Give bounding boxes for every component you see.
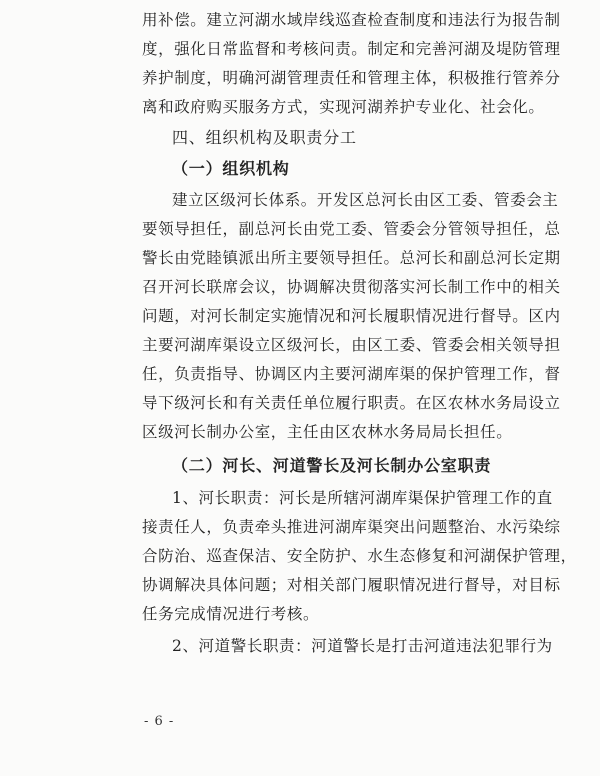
- text-line: 区级河长制办公室，主任由区农林水务局局长担任。: [142, 423, 513, 441]
- text-line: 养护制度，明确河湖管理责任和管理主体，积极推行管养分: [142, 69, 561, 87]
- text-line: 建立区级河长体系。开发区总河长由区工委、管委会主: [172, 191, 559, 209]
- subsection-heading-duties: （二）河长、河道警长及河长制办公室职责: [172, 456, 492, 475]
- text-line: 要领导担任，副总河长由党工委、管委会分管领导担任，总: [142, 220, 561, 238]
- text-line: 召开河长联席会议，协调解决贯彻落实河长制工作中的相关: [142, 278, 561, 296]
- text-line: 2、河道警长职责：河道警长是打击河道违法犯罪行为: [172, 637, 553, 655]
- page-number: - 6 -: [144, 714, 175, 729]
- text-line: 警长由党睦镇派出所主要领导担任。总河长和副总河长定期: [142, 249, 561, 267]
- paragraph-duty-river-chief: [142, 484, 577, 629]
- text-line: 1、河长职责：河长是所辖河湖库渠保护管理工作的直: [172, 489, 553, 507]
- subsection-heading-org: （一）组织机构: [172, 159, 290, 178]
- text-line: 用补偿。建立河湖水域岸线巡查检查制度和违法行为报告制: [142, 11, 561, 29]
- text-line: 离和政府购买服务方式，实现河湖养护专业化、社会化。: [142, 98, 545, 116]
- document-body: [142, 6, 577, 661]
- section-heading: 四、组织机构及职责分工: [172, 128, 357, 147]
- text-line: 度，强化日常监督和考核问责。制定和完善河湖及堤防管理: [142, 40, 561, 58]
- paragraph-duty-river-police: [142, 632, 558, 661]
- text-line: 主要河湖库渠设立区级河长，由区工委、管委会相关领导担: [142, 336, 561, 354]
- text-line: 任，负责指导、协调区内主要河湖库渠的保护管理工作，督: [142, 365, 561, 383]
- text-line: 接责任人，负责牵头推进河湖库渠突出问题整治、水污染综: [142, 518, 561, 536]
- text-line: 协调解决具体问题；对相关部门履职情况进行督导，对目标: [142, 576, 561, 594]
- text-line: 问题，对河长制定实施情况和河长履职情况进行督导。区内: [142, 307, 561, 325]
- text-line: 导下级河长和有关责任单位履行职责。在区农林水务局设立: [142, 394, 561, 412]
- paragraph-intro: [142, 6, 561, 122]
- paragraph-org: [142, 186, 561, 447]
- text-line: 任务完成情况进行考核。: [142, 605, 320, 623]
- text-line: 合防治、巡查保洁、安全防护、水生态修复和河湖保护管理，: [142, 547, 577, 565]
